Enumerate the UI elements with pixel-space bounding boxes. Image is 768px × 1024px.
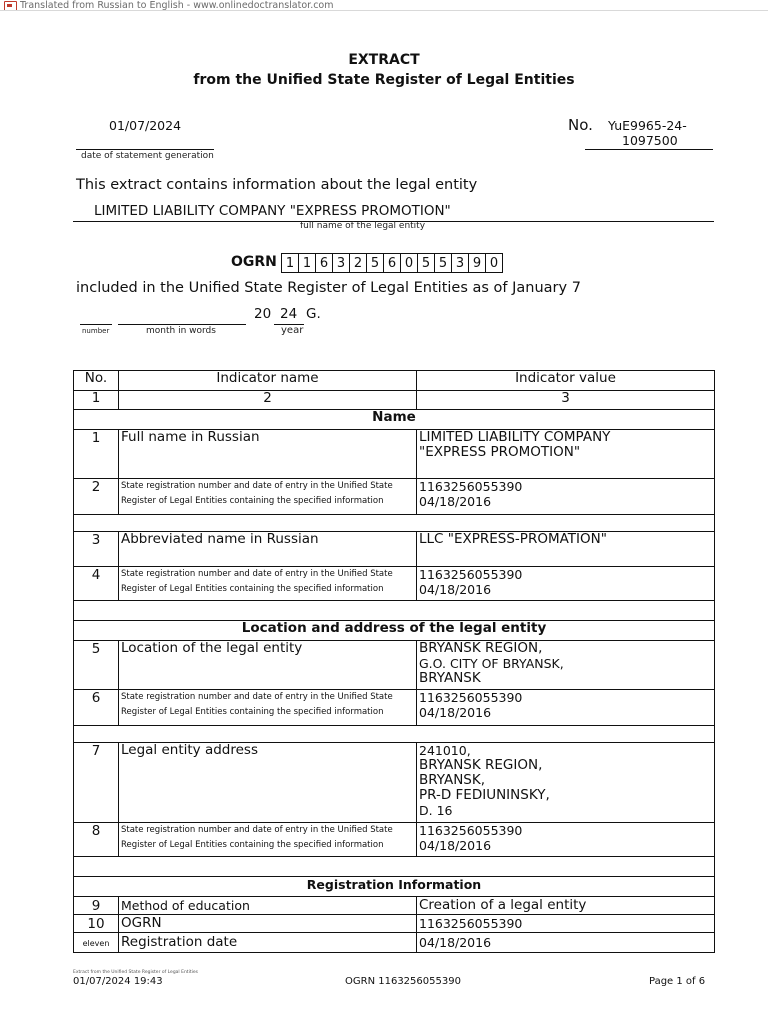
table-column-numbers-row: [74, 391, 715, 410]
statement-date: 01/07/2024: [109, 118, 182, 133]
intro-text: This extract contains information about the legal entity: [76, 177, 478, 193]
value-line: BRYANSK REGION,: [419, 757, 543, 773]
table-row: [74, 823, 715, 857]
column-number: 2: [119, 391, 417, 410]
table-row: [74, 641, 715, 690]
spacer-row: [74, 601, 715, 621]
ogrn-digit: 9: [468, 253, 486, 273]
number-underline: [585, 149, 713, 150]
indicator-value: [417, 743, 715, 823]
ogrn-digit: 5: [434, 253, 452, 273]
value-line: 1163256055390: [419, 567, 523, 582]
table-row: [74, 915, 715, 933]
ogrn-digit: 6: [315, 253, 333, 273]
indicator-value: 1163256055390: [417, 915, 715, 933]
row-number: 3: [74, 532, 119, 567]
value-line: BRYANSK: [419, 670, 481, 686]
table-header-row: [74, 371, 715, 391]
footer-datetime: 01/07/2024 19:43: [73, 976, 163, 987]
row-number: eleven: [74, 933, 119, 953]
row-number: 7: [74, 743, 119, 823]
value-line: LIMITED LIABILITY COMPANY: [419, 429, 611, 445]
ogrn-digit: 3: [332, 253, 350, 273]
header-no: No.: [74, 371, 119, 391]
table-row: [74, 743, 715, 823]
table-row: [74, 690, 715, 726]
value-line: 04/18/2016: [419, 582, 492, 597]
section-title: Location and address of the legal entity: [74, 621, 715, 641]
footer-caption: Extract from the Unified State Register of Legal Entities: [73, 970, 198, 975]
value-line: "EXPRESS PROMOTION": [419, 444, 581, 460]
state-reg-line: Register of Legal Entities containing the specified information: [121, 707, 384, 717]
entity-caption: full name of the legal entity: [300, 221, 426, 231]
section-row-registration: [74, 877, 715, 897]
state-reg-line: State registration number and date of entry in the Unified State: [121, 481, 393, 491]
row-number: 2: [74, 479, 119, 515]
ogrn-digit: 6: [383, 253, 401, 273]
table-row: [74, 567, 715, 601]
table-row: [74, 479, 715, 515]
indicator-value: 04/18/2016: [417, 933, 715, 953]
included-text: included in the Unified State Register of Legal Entities as of January 7: [76, 280, 581, 296]
value-line: 1163256055390: [419, 479, 523, 494]
date-underline: [76, 149, 214, 150]
state-reg-line: State registration number and date of entry in the Unified State: [121, 825, 393, 835]
row-number: 6: [74, 690, 119, 726]
statement-number-line1: YuE9965-24-: [608, 118, 687, 133]
ogrn-label: OGRN: [231, 254, 277, 270]
indicator-name: Registration date: [119, 933, 417, 953]
value-line: G.O. CITY OF BRYANSK,: [419, 656, 564, 671]
ogrn-digit: 5: [417, 253, 435, 273]
value-line: D. 16: [419, 803, 453, 818]
document-title: EXTRACT: [348, 52, 420, 68]
translator-logo-icon: [4, 1, 17, 11]
row-number: 1: [74, 430, 119, 479]
header-indicator-value: Indicator value: [417, 371, 715, 391]
indicator-name: [119, 567, 417, 601]
state-reg-line: State registration number and date of entry in the Unified State: [121, 692, 393, 702]
value-line: 241010,: [419, 743, 471, 758]
indicator-value: [417, 641, 715, 690]
indicator-value: [417, 430, 715, 479]
entity-full-name: LIMITED LIABILITY COMPANY "EXPRESS PROMOTION": [94, 203, 451, 219]
indicator-name: [119, 823, 417, 857]
year-suffix: 24: [280, 306, 298, 322]
statement-number-line2: 1097500: [622, 133, 678, 148]
state-reg-line: Register of Legal Entities containing the specified information: [121, 584, 384, 594]
row-number: 10: [74, 915, 119, 933]
section-row-location: [74, 621, 715, 641]
indicator-name: Abbreviated name in Russian: [119, 532, 417, 567]
translation-banner-text: Translated from Russian to English - www.onlinedoctranslator.com: [20, 0, 334, 11]
indicator-value: [417, 690, 715, 726]
ogrn-digit: 0: [400, 253, 418, 273]
indicator-value: Creation of a legal entity: [417, 897, 715, 915]
ogrn-digit: 0: [485, 253, 503, 273]
column-number: 3: [417, 391, 715, 410]
table-row: [74, 430, 715, 479]
table-row: [74, 897, 715, 915]
footer-page-number: Page 1 of 6: [649, 976, 706, 987]
row-number: 9: [74, 897, 119, 915]
indicator-name: [119, 690, 417, 726]
table-row: [74, 933, 715, 953]
indicator-name: Location of the legal entity: [119, 641, 417, 690]
ogrn-digit: 1: [281, 253, 299, 273]
ogrn-digit: 5: [366, 253, 384, 273]
section-title: Registration Information: [74, 877, 715, 897]
indicator-value: [417, 479, 715, 515]
indicator-value: [417, 823, 715, 857]
footer-ogrn: OGRN 1163256055390: [345, 976, 461, 987]
row-number: 5: [74, 641, 119, 690]
table-row: [74, 532, 715, 567]
value-line: 04/18/2016: [419, 838, 492, 853]
number-blank-underline: [80, 324, 112, 325]
ogrn-digit: 3: [451, 253, 469, 273]
row-number: 8: [74, 823, 119, 857]
statement-number-label: No.: [568, 116, 593, 134]
column-number: 1: [74, 391, 119, 410]
indicator-name: Legal entity address: [119, 743, 417, 823]
spacer-row: [74, 515, 715, 532]
indicator-name: OGRN: [119, 915, 417, 933]
state-reg-line: Register of Legal Entities containing the specified information: [121, 840, 384, 850]
spacer-row: [74, 726, 715, 743]
number-caption: number: [82, 327, 110, 335]
register-table: [73, 370, 715, 953]
state-reg-line: Register of Legal Entities containing the specified information: [121, 496, 384, 506]
ogrn-digit: 2: [349, 253, 367, 273]
value-line: PR-D FEDIUNINSKY,: [419, 787, 550, 803]
indicator-value: LLC "EXPRESS-PROMATION": [417, 532, 715, 567]
section-title: Name: [74, 410, 715, 430]
value-line: 1163256055390: [419, 690, 523, 705]
value-line: 04/18/2016: [419, 705, 492, 720]
value-line: BRYANSK REGION,: [419, 640, 543, 656]
ogrn-digit: 1: [298, 253, 316, 273]
header-indicator-name: Indicator name: [119, 371, 417, 391]
row-number: 4: [74, 567, 119, 601]
month-blank-underline: [118, 324, 246, 325]
indicator-name: [119, 479, 417, 515]
year-caption: year: [281, 325, 304, 336]
indicator-name: Full name in Russian: [119, 430, 417, 479]
date-caption: date of statement generation: [81, 151, 214, 161]
year-prefix: 20: [254, 306, 272, 322]
value-line: 04/18/2016: [419, 494, 492, 509]
document-subtitle: from the Unified State Register of Legal Entities: [193, 72, 575, 88]
banner-divider: [0, 10, 768, 11]
state-reg-line: State registration number and date of entry in the Unified State: [121, 569, 393, 579]
value-line: 1163256055390: [419, 823, 523, 838]
section-row-name: [74, 410, 715, 430]
spacer-row: [74, 857, 715, 877]
month-caption: month in words: [146, 326, 216, 336]
ogrn-digit-boxes: [281, 253, 503, 273]
value-line: BRYANSK,: [419, 772, 486, 788]
indicator-name: Method of education: [119, 897, 417, 915]
indicator-value: [417, 567, 715, 601]
year-g: G.: [306, 306, 321, 322]
